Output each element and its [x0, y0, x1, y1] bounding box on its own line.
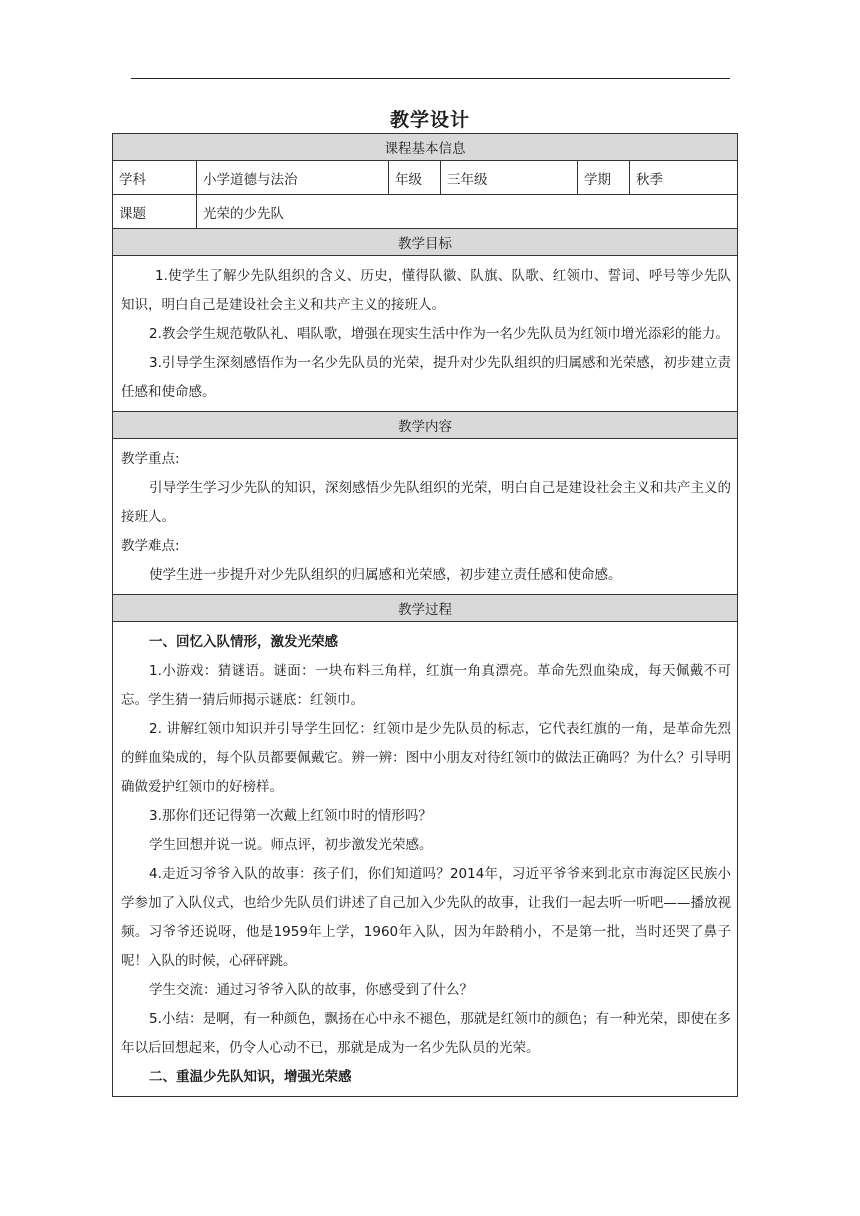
topic-label: 课题: [113, 195, 197, 229]
process-paragraph: 1.小游戏：猜谜语。谜面：一块布料三角样，红旗一角真漂亮。革命先烈血染成，每天佩戴不可忘。学生猜一猜后师揭示谜底：红领巾。: [121, 663, 732, 708]
header-rule: [131, 78, 730, 79]
content-body: [113, 439, 738, 595]
content-header: 教学内容: [113, 412, 738, 439]
grade-value: 三年级: [441, 161, 578, 195]
subject-label: 学科: [113, 161, 197, 195]
difficulty-label: 教学难点:: [121, 538, 180, 554]
goals-header: 教学目标: [113, 229, 738, 256]
key-points-text: 引导学生学习少先队的知识，深刻感悟少先队组织的光荣，明白自己是建设社会主义和共产主义的接班人。: [121, 480, 732, 525]
process-body: [113, 622, 738, 1097]
term-value: 秋季: [630, 161, 738, 195]
term-label: 学期: [578, 161, 630, 195]
process-paragraph: 学生交流：通过习爷爷入队的故事，你感受到了什么？: [149, 982, 473, 998]
process-paragraph: 5.小结：是啊，有一种颜色，飘扬在心中永不褪色，那就是红领巾的颜色；有一种光荣，即使在多年以后回想起来，仍令人心动不已，那就是成为一名少先队员的光荣。: [121, 1011, 732, 1056]
goal-item: 1.使学生了解少先队组织的含义、历史，懂得队徽、队旗、队歌、红领巾、誓词、呼号等少先队知识，明白自己是建设社会主义和共产主义的接班人。: [121, 268, 732, 313]
grade-label: 年级: [389, 161, 441, 195]
goal-item: 3.引导学生深刻感悟作为一名少先队员的光荣，提升对少先队组织的归属感和光荣感，初步建立责任感和使命感。: [121, 355, 732, 400]
process-paragraph: 3.那你们还记得第一次戴上红领巾时的情形吗？: [149, 808, 432, 824]
key-points-label: 教学重点:: [121, 451, 180, 467]
section-title: 一、回忆入队情形，激发光荣感: [149, 634, 338, 650]
basic-info-header: 课程基本信息: [113, 134, 738, 161]
process-paragraph: 学生回想并说一说。师点评，初步激发光荣感。: [149, 837, 433, 853]
goal-item: 2.教会学生规范敬队礼、唱队歌，增强在现实生活中作为一名少先队员为红领巾增光添彩的能力。: [149, 326, 729, 342]
lesson-plan-table: [112, 133, 738, 1097]
section-title: 二、重温少先队知识，增强光荣感: [149, 1069, 352, 1085]
difficulty-text: 使学生进一步提升对少先队组织的归属感和光荣感，初步建立责任感和使命感。: [149, 567, 622, 583]
goals-body: [113, 256, 738, 412]
subject-value: 小学道德与法治: [197, 161, 389, 195]
document-title: 教学设计: [389, 109, 470, 131]
process-paragraph: 4.走近习爷爷入队的故事：孩子们，你们知道吗？2014年，习近平爷爷来到北京市海淀区民族小学参加了入队仪式，也给少先队员们讲述了自己加入少先队的故事，让我们一起去听一听吧——播放视频。习爷爷还说呀，他是1959年上学，1960年入队，因为年龄稍小，不是第一批，当时还哭了鼻子呢！入队的时候，心砰砰跳。: [121, 866, 732, 969]
process-header: 教学过程: [113, 595, 738, 622]
topic-value: 光荣的少先队: [197, 195, 738, 229]
process-paragraph: 2. 讲解红领巾知识并引导学生回忆：红领巾是少先队员的标志，它代表红旗的一角，是革命先烈的鲜血染成的，每个队员都要佩戴它。辨一辨：图中小朋友对待红领巾的做法正确吗？为什么？引导明确做爱护红领巾的好榜样。: [121, 721, 732, 795]
